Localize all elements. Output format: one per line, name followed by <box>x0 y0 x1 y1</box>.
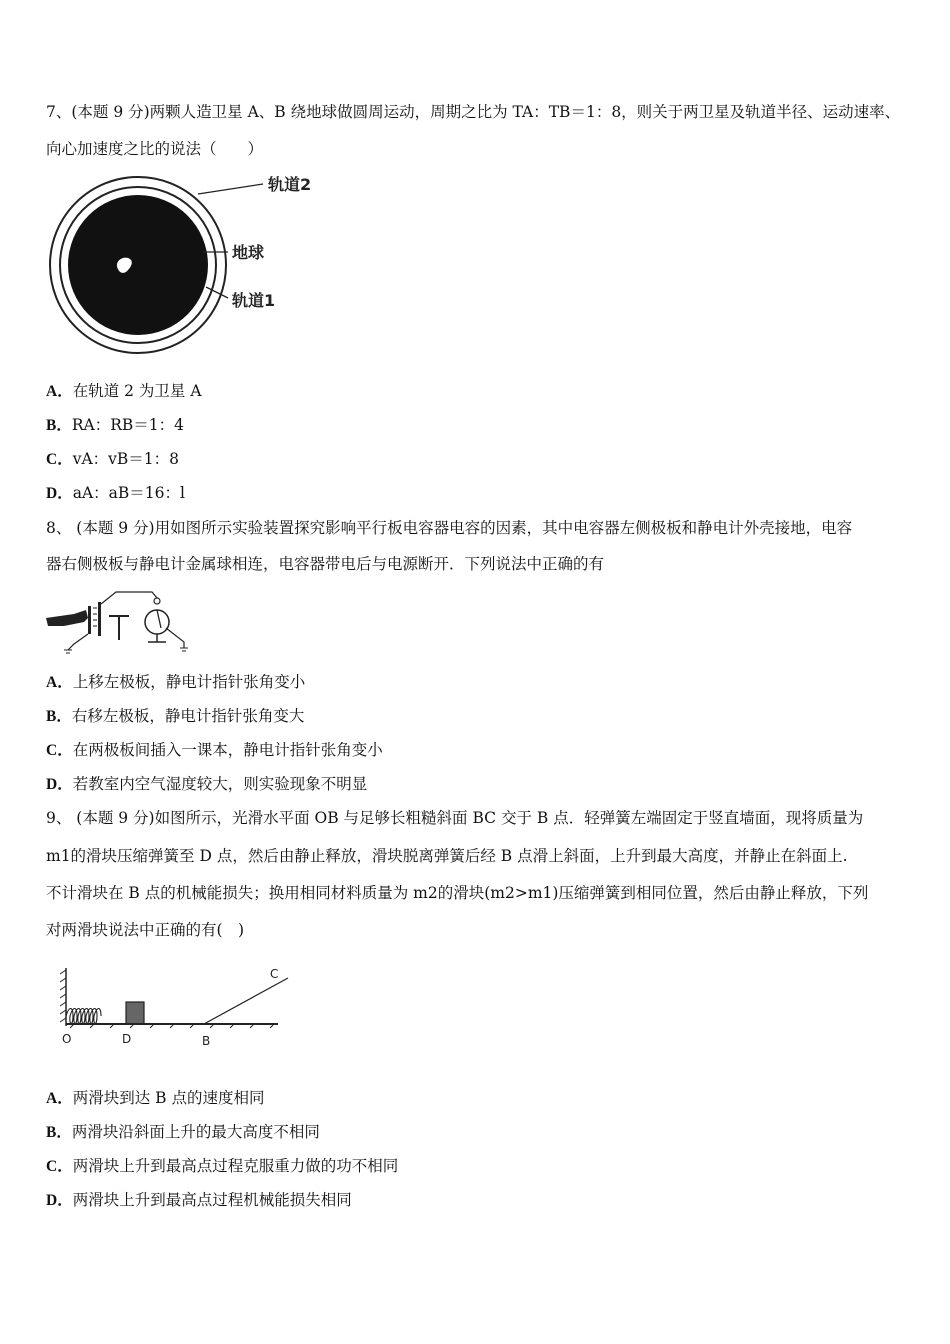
option-text: 两滑块沿斜面上升的最大高度不相同 <box>71 1123 320 1141</box>
wire <box>101 592 157 604</box>
option-text: 右移左极板，静电计指针张角变大 <box>71 707 305 725</box>
q8-option-c[interactable] <box>46 739 383 762</box>
q9-stem-line1: 9、 (本题 9 分)如图所示，光滑水平面 OB 与足够长粗糙斜面 BC 交于 B 点．轻弹簧左端固定于竖直墙面，现将质量为 <box>46 809 864 827</box>
label-b: B <box>202 1034 211 1048</box>
electroscope-case <box>145 610 169 634</box>
incline <box>204 978 288 1024</box>
option-text: 在两极板间插入一课本，静电计指针张角变小 <box>72 741 383 759</box>
q9-slope-figure <box>56 966 296 1050</box>
option-text: 两滑块到达 B 点的速度相同 <box>72 1089 265 1107</box>
q8-option-d[interactable] <box>46 773 367 796</box>
q9-stem-line3: 不计滑块在 B 点的机械能损失；换用相同材料质量为 m2的滑块(m2>m1)压缩弹簧到相同位置，然后由静止释放，下列 <box>46 884 869 902</box>
option-letter: B． <box>46 708 72 725</box>
label-o: O <box>62 1032 72 1046</box>
option-letter: D． <box>46 1192 73 1209</box>
q9-option-b[interactable] <box>46 1121 320 1144</box>
earth-disc <box>68 195 208 335</box>
q8-option-a[interactable] <box>46 671 305 694</box>
option-text: 两滑块上升到最高点过程机械能损失相同 <box>72 1191 352 1209</box>
option-text: 两滑块上升到最高点过程克服重力做的功不相同 <box>72 1157 399 1175</box>
hand-shape <box>46 610 88 626</box>
electroscope-ball <box>154 598 160 604</box>
option-text: 若教室内空气湿度较大，则实验现象不明显 <box>72 775 368 793</box>
slider-block <box>126 1002 144 1024</box>
q9-option-c[interactable] <box>46 1155 398 1178</box>
label-d: D <box>122 1032 132 1046</box>
option-text: 在轨道 2 为卫星 A <box>72 382 202 400</box>
option-letter: A． <box>46 383 73 400</box>
q8-stem-line1: 8、 (本题 9 分)用如图所示实验装置探究影响平行板电容器电容的因素，其中电容器左侧极板和静电计外壳接地，电容 <box>46 519 853 537</box>
option-letter: C． <box>46 742 73 759</box>
q8-option-b[interactable] <box>46 705 304 728</box>
option-letter: D． <box>46 776 73 793</box>
orbit1-label: 轨道1 <box>232 291 276 310</box>
option-letter: B． <box>46 417 72 434</box>
option-text: 上移左极板，静电计指针张角变小 <box>72 673 306 691</box>
q7-option-d[interactable] <box>46 482 185 505</box>
q9-option-a[interactable] <box>46 1087 264 1110</box>
option-letter: A． <box>46 1090 73 1107</box>
spring <box>66 1009 101 1024</box>
earth-label: 地球 <box>232 243 265 262</box>
option-text: aA：aB＝16：l <box>72 484 185 502</box>
q7-orbit-figure <box>48 172 338 362</box>
orbit2-label: 轨道2 <box>268 175 312 194</box>
q7-option-a[interactable] <box>46 380 202 403</box>
q7-option-b[interactable] <box>46 414 184 437</box>
q7-stem-line2: 向心加速度之比的说法（ ） <box>46 140 264 158</box>
q7-stem-line1: 7、(本题 9 分)两颗人造卫星 A、B 绕地球做圆周运动，周期之比为 TA：TB＝1：8，则关于两卫星及轨道半径、运动速率、 <box>46 103 901 121</box>
q9-stem-line2: m1的滑块压缩弹簧至 D 点，然后由静止释放，滑块脱离弹簧后经 B 点滑上斜面，上升到最大高度，并静止在斜面上. <box>46 847 848 865</box>
q8-stem-line2: 器右侧极板与静电计金属球相连，电容器带电后与电源断开．下列说法中正确的有 <box>46 555 605 573</box>
option-text: RA：RB＝1：4 <box>71 416 184 434</box>
right-plate <box>98 602 101 636</box>
option-text: vA：vB＝1：8 <box>72 450 180 468</box>
q7-option-c[interactable] <box>46 448 179 471</box>
option-letter: A． <box>46 674 73 691</box>
option-letter: D． <box>46 485 73 502</box>
option-letter: B． <box>46 1124 72 1141</box>
q8-capacitor-figure <box>44 588 204 662</box>
label-c: C <box>270 967 279 981</box>
option-letter: C． <box>46 451 73 468</box>
q9-stem-line4: 对两滑块说法中正确的有( ) <box>46 921 245 939</box>
electroscope-needle <box>157 610 161 628</box>
option-letter: C． <box>46 1158 73 1175</box>
left-plate <box>88 606 91 634</box>
q9-option-d[interactable] <box>46 1189 352 1212</box>
